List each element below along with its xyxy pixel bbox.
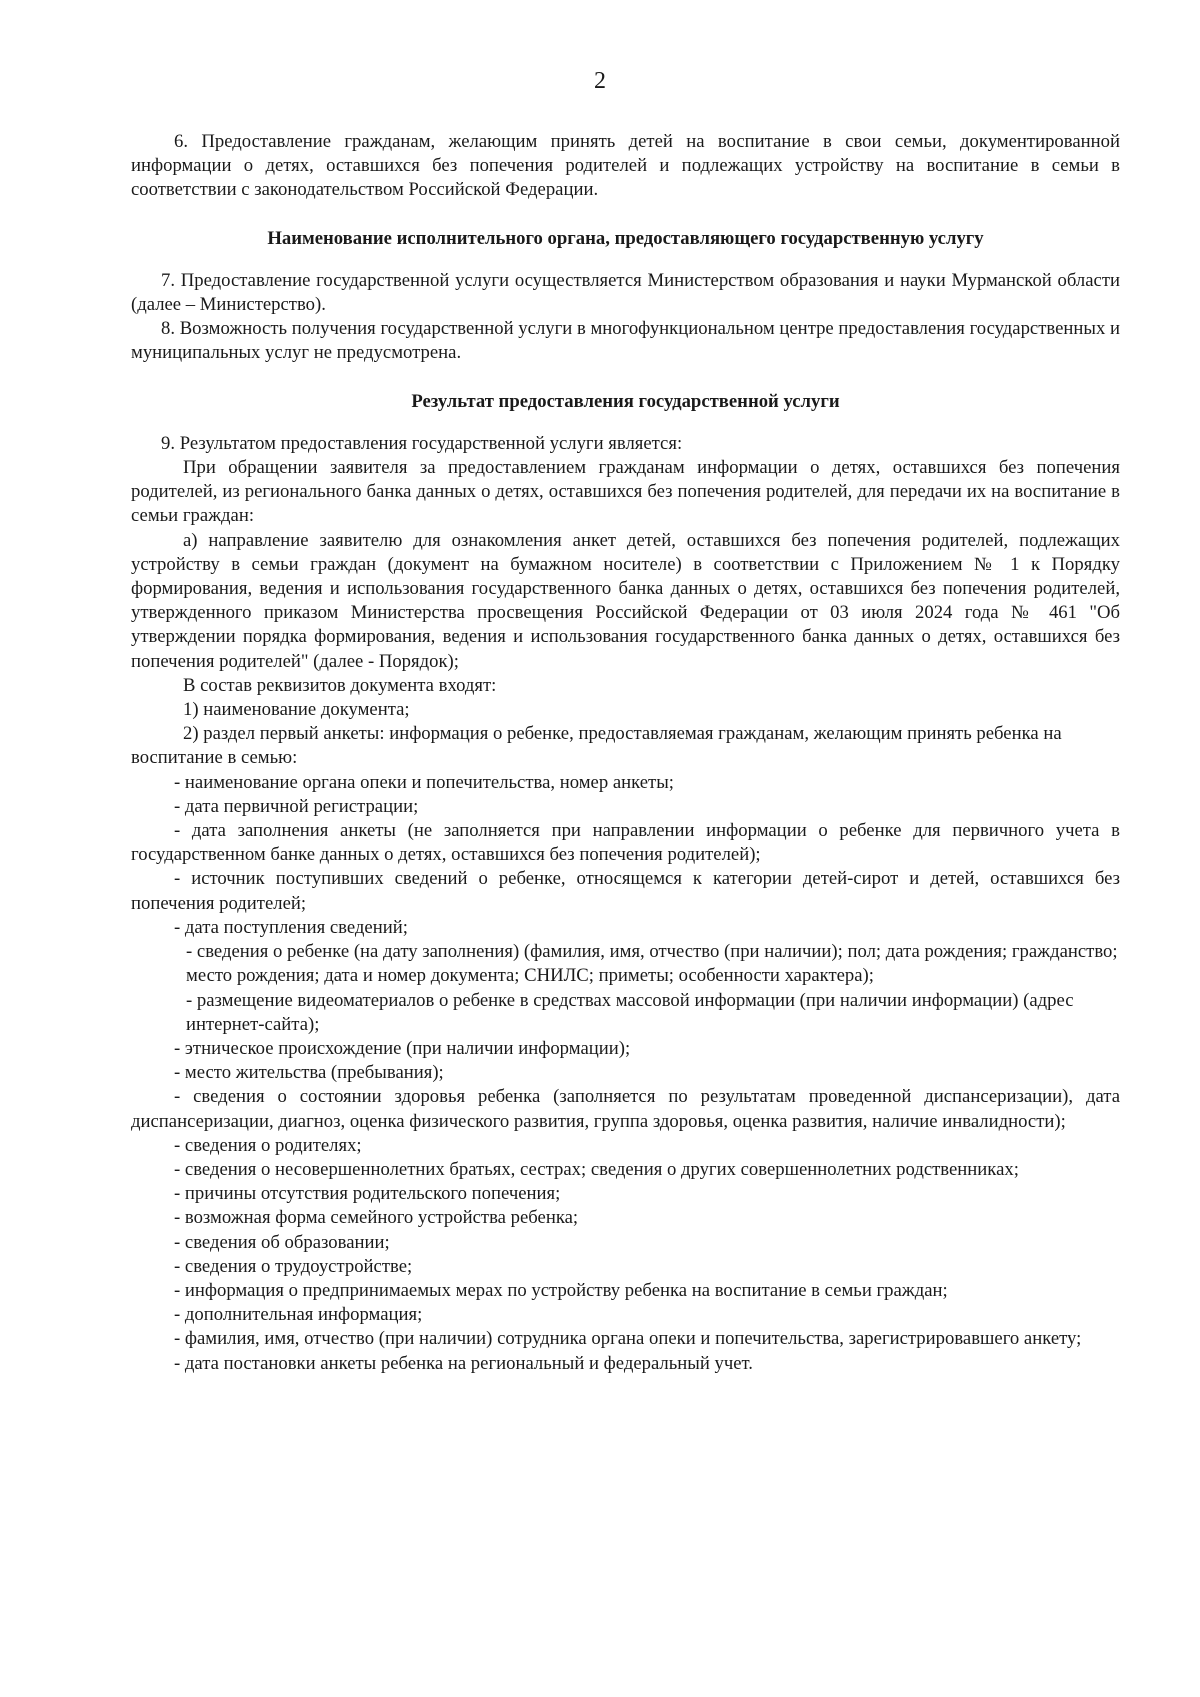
paragraph-requisites: В состав реквизитов документа входят: — [183, 674, 497, 696]
list-item: - этническое происхождение (при наличии информации); — [174, 1037, 631, 1059]
paragraph-6: 6. Предоставление гражданам, желающим принять детей на воспитание в свои семьи, документированной информации о детях, оставшихся без попечения родителей и подлежащих устройству на воспитание в семьи в соответствии с законодательством Российской Федерации. — [131, 131, 1120, 201]
list-item: - дата первичной регистрации; — [174, 795, 419, 817]
list-item: - сведения об образовании; — [174, 1231, 390, 1253]
list-item: - возможная форма семейного устройства ребенка; — [174, 1207, 579, 1229]
list-item: - дата постановки анкеты ребенка на региональный и федеральный учет. — [174, 1352, 753, 1374]
paragraph-8: 8. Возможность получения государственной услуги в многофункциональном центре предоставления государственных и муниципальных услуг не предусмотрена. — [131, 318, 1120, 364]
paragraph-9-intro: При обращении заявителя за предоставлением гражданам информации о детях, оставшихся без попечения родителей, из регионального банка данных о детях, оставшихся без попечения родителей, для передачи их на воспитание в семьи граждан: — [131, 457, 1120, 527]
paragraph-item-2: 2) раздел первый анкеты: информация о ребенке, предоставляемая гражданам, желающим принять ребенка на воспитание в семью: — [131, 723, 1062, 769]
list-item: - сведения о трудоустройстве; — [174, 1255, 413, 1277]
section-heading-executive-body: Наименование исполнительного органа, предоставляющего государственную услугу — [267, 227, 984, 249]
list-item: - дополнительная информация; — [174, 1304, 423, 1326]
list-item: - сведения о состоянии здоровья ребенка (заполняется по результатам проведенной диспансеризации), дата диспансеризации, диагноз, оценка физического развития, группа здоровья, оценка развития, наличие инвалидности); — [131, 1086, 1120, 1132]
paragraph-9-a: а) направление заявителю для ознакомления анкет детей, оставшихся без попечения родителей, подлежащих устройству в семьи граждан (документ на бумажном носителе) в соответствии с Приложением № 1 к Порядку формирования, ведения и использования государственного банка данных о детях, оставшихся без попечения родителей, утвержденного приказом Министерства просвещения Российской Федерации от 03 июля 2024 года № 461 "Об утверждении порядка формирования, ведения и использования государственного банка данных о детях, оставшихся без попечения родителей" (далее - Порядок); — [131, 529, 1120, 672]
paragraph-9: 9. Результатом предоставления государственной услуги является: — [161, 432, 683, 454]
page-number: 2 — [594, 68, 606, 94]
list-item: - дата заполнения анкеты (не заполняется при направлении информации о ребенке для первичного учета в государственном банке данных о детях, оставшихся без попечения родителей); — [131, 820, 1120, 866]
list-item: - размещение видеоматериалов о ребенке в средствах массовой информации (при наличии информации) (адрес интернет-сайта); — [186, 989, 1074, 1035]
document-body — [131, 130, 1120, 1376]
list-item: - причины отсутствия родительского попечения; — [174, 1183, 561, 1205]
list-item: - информация о предпринимаемых мерах по устройству ребенка на воспитание в семьи граждан; — [174, 1279, 948, 1301]
list-item: - сведения о несовершеннолетних братьях, сестрах; сведения о других совершеннолетних родственниках; — [174, 1158, 1019, 1180]
paragraph-item-1: 1) наименование документа; — [183, 699, 410, 721]
section-heading-result: Результат предоставления государственной услуги — [411, 390, 840, 412]
list-item: - источник поступивших сведений о ребенке, относящемся к категории детей-сирот и детей, оставшихся без попечения родителей; — [131, 868, 1120, 914]
list-item: - сведения о ребенке (на дату заполнения) (фамилия, имя, отчество (при наличии); пол; дата рождения; гражданство; место рождения; дата и номер документа; СНИЛС; приметы; особенности характера); — [186, 941, 1118, 987]
list-item: - наименование органа опеки и попечительства, номер анкеты; — [174, 771, 674, 793]
list-item: - сведения о родителях; — [174, 1134, 362, 1156]
list-item: - фамилия, имя, отчество (при наличии) сотрудника органа опеки и попечительства, зарегистрировавшего анкету; — [174, 1328, 1082, 1350]
list-item: - место жительства (пребывания); — [174, 1062, 444, 1084]
paragraph-7: 7. Предоставление государственной услуги осуществляется Министерством образования и науки Мурманской области (далее – Министерство). — [131, 269, 1120, 316]
list-item: - дата поступления сведений; — [174, 916, 408, 938]
